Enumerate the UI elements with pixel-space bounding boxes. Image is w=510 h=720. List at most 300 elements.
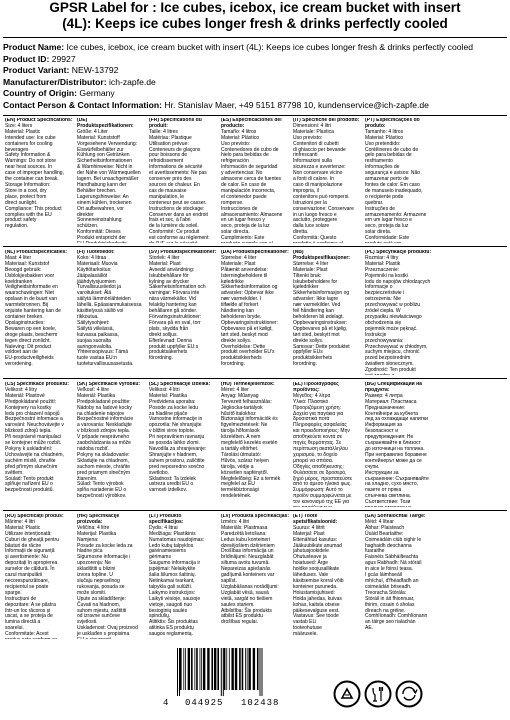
- language-cell-line: Suurus: 4 liitrit: [293, 524, 325, 531]
- language-cell-line: a tartály eltörhet.: [221, 445, 259, 452]
- language-cell-line: kuivassa paikassa,: [77, 331, 119, 338]
- language-cell-line: surselor de căldură. În: [5, 566, 55, 573]
- language-cell-line: hladne pića: [77, 548, 103, 555]
- language-cell-line: opslaan in de buurt van: [5, 296, 57, 303]
- barcode-bar: [229, 648, 230, 690]
- language-cell-line: Jégkocka-tartályok: [221, 404, 263, 411]
- language-cell-line: Uzglabāšanas norādījumi:: [221, 583, 279, 590]
- language-cell-line: di ghiaccio per bevande: [293, 146, 346, 153]
- language-cell-line: δροσιστικά ποτά: [293, 416, 330, 423]
- language-cell-line: Oppbevares på et kjølig,: [293, 325, 348, 332]
- recycling-triangle-icon: [333, 680, 361, 708]
- language-cell-heading: (ES) Especificaciones del producto:: [221, 118, 282, 129]
- language-cell-line: spindulių.: [149, 613, 171, 620]
- label-title-line-1: GPSR Label for : Ice cubes, icebox, ice cream bucket with insert: [49, 0, 461, 15]
- language-cell-line: слънчева светлина.: [365, 493, 411, 500]
- language-cell-line: gėrimams: [149, 554, 171, 561]
- language-cell-line: před přímým slunečním: [5, 463, 58, 470]
- language-cell-line: Instruções de: [365, 205, 396, 212]
- language-cell-line: Tárolási útmutató:: [221, 451, 262, 458]
- language-cell-heading: (SV) Produktspecifikationer:: [149, 250, 217, 255]
- language-cell-line: Informacje o: [365, 284, 393, 291]
- language-cell-line: et avertissements: Ne pas: [149, 170, 207, 177]
- language-cell-line: Lagerungshinweise: An: [77, 193, 129, 200]
- language-cell-line: sicurezza e avvertenze:: [293, 164, 346, 171]
- language-cell-line: product safety: [5, 217, 37, 224]
- language-cell-heading: (EN) Product Specifications:: [5, 118, 73, 123]
- language-cell-line: en un lugar fresco y: [221, 217, 265, 224]
- language-cell-line: može slomiti.: [77, 589, 107, 596]
- language-cell-line: Oppbevaringsinstrukser:: [293, 319, 348, 326]
- band-divider: [3, 378, 507, 379]
- language-cell-line: Materijal: Plastika: [77, 530, 117, 537]
- language-cell-line: Eiswürfelbehälter zur: [77, 146, 124, 153]
- language-cell-line: από το άμεσο ηλιακό φως.: [293, 481, 352, 488]
- language-cell-line: felaktig hantering kan: [149, 302, 197, 309]
- language-cell-line: Materiál: Plastika: [77, 392, 116, 399]
- language-cell-heading: (RO) Specificații produs:: [5, 514, 64, 519]
- language-cell-line: produkt uppfyller EU:s: [149, 343, 199, 350]
- language-cell-heading: (GA) Sonraíochtaí Táirge:: [365, 514, 426, 519]
- language-cell-line: coimeádán briseadh.: [365, 583, 412, 590]
- language-cell-line: zaobchádzania sa môže: [77, 440, 131, 447]
- language-cell-line: Material: Plastic: [5, 128, 41, 135]
- language-cell-line: Materiale: Plast: [221, 260, 256, 267]
- language-cell: [3, 250, 75, 375]
- language-cell-line: siltuma avotu tuvumā.: [221, 560, 270, 567]
- language-cell-line: upozorenja: Ne: [77, 560, 111, 567]
- language-cell-line: izvora topline. U: [77, 572, 113, 579]
- language-cell-line: Overholdelse: Dette: [221, 343, 266, 350]
- product-variant-label: Product Variant:: [3, 65, 70, 76]
- language-cell: [219, 514, 291, 639]
- manufacturer-label: Manufacturer/Distributor:: [3, 76, 107, 87]
- language-cell-line: Size: 4 liters: [5, 122, 33, 129]
- language-cell-line: seco, proteja da luz: [365, 223, 409, 230]
- language-cell-line: solar directa.: [221, 229, 250, 236]
- language-cell-line: håndtering kan: [221, 308, 255, 315]
- language-cell-line: Hoiustamisjuhised:: [293, 589, 335, 596]
- language-cell-line: beholderen bli ødelagt.: [293, 313, 344, 320]
- language-cell-line: containers for cooling: [5, 140, 53, 147]
- language-cell-line: Sigurnosne informacije i: [77, 554, 131, 561]
- language-cell-heading: (FI) Tuotetiedot:: [77, 250, 115, 255]
- language-cell-line: Uzglabāt vēsā, sausā: [221, 589, 269, 596]
- product-id-row: [3, 54, 508, 66]
- language-cell-line: fontes de calor. Em caso: [365, 181, 420, 188]
- language-cell-line: και προειδοποιήσεις: Μην: [293, 428, 350, 435]
- language-cell-line: közvetlen napfénytől.: [221, 469, 268, 476]
- language-cell: [147, 118, 219, 243]
- language-cell-heading: (NB) Produktspesifikasjoner:: [293, 250, 350, 261]
- language-cell-line: onjuiste hantering kan de: [5, 308, 61, 315]
- language-cell: [147, 382, 219, 507]
- language-cell: [363, 118, 435, 243]
- language-cell-line: съхранение: Съхранявайте: [365, 475, 429, 482]
- language-cell-line: Opslaginstructies:: [5, 319, 45, 326]
- language-cell-line: Laikyti vėsioje, sausoje: [149, 595, 201, 602]
- language-cell-line: kylning av drycker: [149, 278, 190, 285]
- language-cell-line: Ledo kubų talpyklos: [149, 542, 194, 549]
- language-cell-line: suchym miejscu, chronić: [365, 349, 420, 356]
- language-cell-line: Størrelse: 4 liter: [221, 254, 257, 261]
- language-cell: [147, 514, 219, 639]
- language-cell-line: est conforme au règlement: [149, 235, 209, 242]
- language-cell-line: lähellä. Epäasianmukaisessa: [77, 302, 142, 309]
- language-cell-line: χειρισμού, το δοχείο: [293, 451, 338, 458]
- language-cell-line: Veiligheidsinformatie en: [5, 284, 58, 291]
- language-cell-line: przechowywać w pobliżu: [365, 302, 421, 309]
- language-cell-line: Przechowywać w chłodnym,: [365, 343, 428, 350]
- language-cell-line: Bewaren op een koele,: [5, 325, 57, 332]
- language-cell-line: Saugumo informacija ir: [149, 560, 201, 567]
- language-cell-line: cas de mauvaise: [149, 187, 187, 194]
- barcode-bar: [253, 648, 255, 690]
- language-cell-line: talpykla gali sulūžti.: [149, 583, 193, 590]
- language-cell-line: ledu pro chlazení nápojů: [5, 410, 60, 417]
- language-cell-line: Numatomas naudojimas:: [149, 536, 205, 543]
- language-cell-line: EU-productveiligheids: [5, 355, 54, 362]
- language-cell-heading: (DE) Produktspezifikationen:: [77, 118, 134, 129]
- language-cell-line: Οδηγίες αποθήκευσης:: [293, 463, 344, 470]
- language-cell-line: Størrelse: 4 liter: [293, 260, 329, 267]
- language-cell-line: Materiál: Plastové: [5, 392, 45, 399]
- language-cell-line: Medžiaga: Plastikinis: [149, 530, 196, 537]
- language-cell-line: feil håndtering kan: [293, 308, 334, 315]
- language-cell-line: Säkerhetsinformation och: [149, 284, 206, 291]
- language-cell-line: Drošības informācija un: [221, 548, 274, 555]
- language-cell-line: Materiāls: Plastmasa: [221, 524, 268, 531]
- language-cell-line: kjøledrikker: [293, 284, 319, 291]
- language-cell-line: Materiale: Plastica: [293, 128, 334, 135]
- language-cell-line: Utilisation prévue:: [149, 140, 189, 147]
- language-cell-line: Ettenähtud kasutus:: [293, 536, 338, 543]
- language-cell-line: beverages: [5, 146, 29, 153]
- language-cell-line: päikesevalguse eest.: [293, 607, 340, 614]
- language-cell-line: nær varmekilder. I: [221, 296, 262, 303]
- language-cell-line: Predvidena uporaba:: [149, 398, 196, 405]
- language-cell-line: Tamanho: 4 litros: [365, 128, 404, 135]
- barcode-bar: [231, 648, 233, 690]
- language-cell-line: Maat: 4 liter: [5, 254, 32, 261]
- language-cell-line: asciutto, proteggere: [293, 217, 338, 224]
- language-cell-line: Ledus kubu konteineri: [221, 536, 270, 543]
- language-cell-line: za hladilne pijače: [149, 410, 188, 417]
- language-cell-line: Hűvös, száraz helyen: [221, 457, 269, 464]
- barcode-bar: [226, 648, 227, 690]
- language-cell-line: światłem słonecznym.: [365, 361, 414, 368]
- language-cell-line: einem kühlen, trockenen: [77, 199, 132, 206]
- barcode-bar: [183, 648, 184, 690]
- language-cell-line: Atitiktis: Šis produktas: [149, 619, 198, 626]
- manufacturer-row: [3, 77, 508, 89]
- language-cell-line: Conformitate: Acest: [5, 631, 49, 638]
- language-cell-heading: (LT) Produkto specifikacijos:: [149, 514, 184, 525]
- barcode: [163, 648, 303, 714]
- language-cell-line: Yhteensopivuus: Tämä: [77, 349, 129, 356]
- language-cell-line: pour boissons de: [149, 152, 188, 159]
- language-cell-line: tilfælde af forkert: [221, 302, 259, 309]
- language-cell: [291, 250, 363, 375]
- language-cell-line: tuoteturvallisuusasetusta.: [77, 361, 134, 368]
- language-cell-line: tooteohutuse: [293, 625, 322, 632]
- language-cell-line: Behälter brechen.: [77, 187, 117, 194]
- language-cell-line: behållaren gå sönder.: [149, 308, 198, 315]
- language-band: [3, 514, 507, 639]
- language-cell-line: place, protect from: [5, 193, 47, 200]
- language-cell-line: AE.: [365, 625, 374, 632]
- language-cell-line: Dimensioni: 4 litri: [293, 122, 332, 129]
- barcode-bar: [201, 648, 202, 690]
- language-cell-line: τον κανονισμό της ΕΕ για: [293, 499, 350, 506]
- language-cell-line: romperse.: [221, 199, 244, 206]
- language-cell-line: [293, 506, 361, 507]
- language-cell-line: Materiale: Plast: [293, 266, 328, 273]
- barcode-bar: [185, 648, 186, 690]
- language-cell-line: na chladenie nápojov: [77, 410, 125, 417]
- language-cell-line: Treoracha Stórála:: [365, 589, 407, 596]
- language-cell-line: hielo para bebidas de: [221, 152, 269, 159]
- language-cell-line: įspėjimai: Nelaikykite: [149, 566, 196, 573]
- language-cell-line: Istruzioni per la: [293, 199, 327, 206]
- language-cell-line: køledrikke: [221, 278, 244, 285]
- language-cell-line: produktsäkerhets: [149, 349, 188, 356]
- language-cell-line: forordning.: [293, 361, 317, 368]
- language-cell-line: Ohutusteave ja: [293, 554, 327, 561]
- barcode-bar: [248, 648, 250, 690]
- language-cell-line: Φυλάσσετε σε δροσερό,: [293, 469, 347, 476]
- language-cell-line: a fonti di calore. In: [293, 176, 334, 183]
- language-cell-line: direkt solljus.: [149, 331, 178, 338]
- language-cell-line: Intended use: Ice cube: [5, 134, 56, 141]
- language-cell-line: Bezpečnostné informácie: [77, 416, 134, 423]
- header-divider: [3, 37, 507, 38]
- language-cell-line: Contenedores de cubo de: [221, 146, 279, 153]
- language-cell-line: Πληροφορίες ασφαλείας: [293, 422, 347, 429]
- language-cell-line: Méret: 4 liter: [221, 386, 249, 393]
- language-cell-heading: (ET) Toote spetsifikatsioonid:: [293, 514, 338, 525]
- language-cell-line: Stóráil in áit fhionnuar,: [365, 595, 415, 602]
- language-cell-line: Vastavus: See toode: [293, 613, 339, 620]
- language-cell: [435, 382, 507, 507]
- language-cell-line: dalla luce solare: [293, 223, 330, 230]
- language-cell-line: Namjena:: [77, 536, 99, 543]
- barcode-bar: [211, 648, 213, 690]
- barcode-bar: [191, 648, 193, 690]
- language-cell-line: refroidissement: [149, 158, 184, 165]
- language-cell-line: tuote vastaa EU:n: [77, 355, 117, 362]
- barcode-bar: [200, 648, 201, 690]
- language-cell: [75, 250, 147, 375]
- language-cell-line: hűsítő italokhoz: [221, 410, 256, 417]
- language-cell-line: haghaidh deochanna: [365, 542, 412, 549]
- language-cell-line: verordening.: [5, 361, 33, 368]
- language-cell-line: [365, 374, 433, 375]
- language-cell-line: Kontejnery na kostky: [5, 404, 52, 411]
- language-cell-line: Cumplimiento: Este: [221, 235, 265, 242]
- language-cell-line: em um lugar fresco e: [365, 217, 412, 224]
- language-cell-line: Sikkerhedsinformation og: [221, 284, 278, 291]
- language-cell-line: Coimeádáin ciúb oighir le: [365, 536, 422, 543]
- language-cell-line: лед за охлаждащи напитки: [365, 416, 428, 423]
- language-cell-line: der Nähe von Wärmequellen: [77, 170, 141, 177]
- language-cell-line: Материал: Пластмаса: [365, 398, 417, 405]
- language-cell-line: Navodila za shranjevanje:: [149, 445, 207, 452]
- language-cell-line: bezpečnosti výrobkov.: [77, 493, 127, 500]
- language-cell-line: seco, proteja de la luz: [221, 223, 270, 230]
- language-cell-line: sources de chaleur. En: [149, 181, 200, 188]
- language-cell-heading: (LV) Produkta specifikācijas:: [221, 514, 289, 519]
- language-cell-line: Información de seguridad: [221, 164, 278, 171]
- language-cell-line: oppfyller EUs: [293, 349, 323, 356]
- barcode-mid-digits: 044925: [185, 698, 224, 708]
- language-cell-line: I gcás láimhseáil: [365, 572, 402, 579]
- language-cell-line: Velikost: 4 litri: [149, 386, 180, 393]
- language-cell-line: μπορεί να σπάσει.: [293, 457, 334, 464]
- language-cell: [219, 118, 291, 243]
- language-cell-heading: (PT) Especificações do produto:: [365, 118, 420, 129]
- language-cell-line: przed bezpośrednim: [365, 355, 411, 362]
- language-cell-line: thirim, cosain ó sholas: [365, 601, 415, 608]
- language-cell-line: Naleving: Dit product: [5, 343, 52, 350]
- language-cell: [435, 514, 507, 639]
- language-cell-line: Iskubbehållare för: [149, 272, 189, 279]
- contact-row: [3, 100, 508, 112]
- language-cell-line: lagern. Bei unsachgemäßer: [77, 176, 139, 183]
- language-cell-line: obchodzenia się: [365, 319, 402, 326]
- language-cell-line: Sonneneinstrahlung: [77, 217, 122, 224]
- language-cell-line: recipientul se poate: [5, 583, 49, 590]
- language-band: [3, 382, 507, 507]
- barcode-bar: [235, 648, 237, 690]
- language-cell-line: produktsikkerhets: [293, 355, 333, 362]
- language-cell-line: Skladnost: Ta izdelek: [149, 475, 196, 482]
- language-cell-line: Predpokladané použitie:: [77, 398, 131, 405]
- language-cell: [291, 514, 363, 639]
- language-cell: [147, 250, 219, 375]
- language-cell-line: V prípade nesprávneho: [77, 434, 129, 441]
- language-cell: [363, 514, 435, 639]
- barcode-bar: [177, 648, 178, 696]
- language-cell-line: Material: Plast: [149, 260, 181, 267]
- language-cell-line: Megfelelőség: Ez a termék: [221, 475, 281, 482]
- language-cell-line: bezpieczeństwie i: [365, 290, 405, 297]
- language-cell-line: case of improper handling,: [5, 170, 64, 177]
- language-cell-line: slučaju nepravilnog: [77, 577, 120, 584]
- language-cell-line: saugos reglamentą.: [149, 631, 193, 638]
- language-cell-line: Conformidade: Este: [365, 235, 410, 242]
- barcode-bar: [260, 648, 261, 696]
- language-cell-line: Vorgesehene Verwendung:: [77, 140, 138, 147]
- language-cell-line: quebrar.: [365, 199, 384, 206]
- language-cell-line: direkter: [77, 211, 94, 218]
- language-cell-line: Uso previsto:: [293, 134, 323, 141]
- language-cell-line: Contêineres de cubo de: [365, 146, 419, 153]
- language-cell-line: Mărime: 4 litri: [5, 518, 36, 525]
- language-cell-line: jahutusjookidele: [293, 548, 329, 555]
- language-cell-line: Laikymo instrukcijos:: [149, 589, 196, 596]
- language-cell-line: Conformité: Ce produit: [149, 229, 200, 236]
- language-cell-line: gadījumā konteiners var: [221, 572, 275, 579]
- language-cell-line: Informații de siguranță: [5, 548, 55, 555]
- language-cell-line: Isterningbeholdere til: [221, 272, 268, 279]
- label-header: [0, 0, 510, 32]
- language-cell-line: περίπτωση ακατάλληλου: [293, 445, 348, 452]
- info-divider: [3, 115, 507, 116]
- language-cell-line: solar direta.: [365, 229, 392, 236]
- barcode-bar: [245, 648, 246, 690]
- language-cell: [291, 382, 363, 507]
- language-cell-line: šalia šilumos šaltinių.: [149, 572, 196, 579]
- language-cell-line: przypadku niewłaściwego: [365, 313, 422, 320]
- language-cell-line: plats, skydda från: [149, 325, 189, 332]
- language-cell-line: Varnostne informacije in: [149, 416, 203, 423]
- language-cell-line: Ort aufbewahren, vor: [77, 205, 124, 212]
- language-cell-line: Usklađenost: Ovaj proizvod: [77, 625, 138, 632]
- language-cell-line: на хладно, сухо място,: [365, 481, 419, 488]
- language-cell-line: Hoida jahedas, kuivas: [293, 595, 342, 602]
- language-cell-line: Kühlung von Getränken: [77, 152, 130, 159]
- contact-label: Contact Person & Contact Information:: [3, 99, 162, 110]
- language-cell-line: предупреждения: Не: [365, 434, 414, 441]
- language-cell-line: jäähdytysjuomien: [77, 278, 116, 285]
- language-cell-line: direkte sollys.: [293, 337, 324, 344]
- language-cell-line: sparge.: [5, 589, 22, 596]
- language-cell-line: Material: Plástico: [365, 134, 404, 141]
- language-cell-line: splňuje nařízení EU o: [5, 481, 53, 488]
- language-cell-line: Dydis: 4 litrai: [149, 524, 178, 531]
- language-cell-line: Materiał: Plastik: [365, 260, 401, 267]
- barcode-bar: [247, 648, 248, 690]
- language-cell-line: direkte sollys.: [221, 337, 252, 344]
- language-cell-line: Paredzētā lietošana:: [221, 530, 267, 537]
- language-cell-line: Zgodność: Ten produkt: [365, 367, 416, 374]
- language-cell-line: Säilytysohjeet:: [77, 319, 110, 326]
- language-cell-line: безопасност и: [365, 428, 398, 435]
- language-cell-line: [149, 242, 217, 243]
- language-cell-line: förordning.: [149, 355, 173, 362]
- language-cell-line: Produkt entspricht der: [77, 235, 126, 242]
- language-cell-line: Koko: 4 litraa: [77, 254, 107, 261]
- barcode-bar: [194, 648, 195, 690]
- language-cell-line: Uso previsto:: [221, 140, 251, 147]
- language-cell-line: Materjal: Plast: [293, 530, 325, 537]
- product-info: [3, 42, 508, 112]
- language-cell-line: Předpokládané použití:: [5, 398, 57, 405]
- language-cell-line: nära värmekällor. Vid: [149, 296, 196, 303]
- language-cell-line: figyelmeztetések: Ne: [221, 422, 268, 429]
- language-cell: [435, 118, 507, 243]
- language-cell-line: într-un loc răcoros și: [5, 607, 51, 614]
- language-cell-line: Przeznaczenie:: [365, 266, 400, 273]
- language-cell-line: cazul manipulării: [5, 572, 43, 579]
- band-divider: [3, 510, 507, 511]
- language-cell-line: Контейнери за кубчета: [365, 410, 418, 417]
- language-cell-line: tørt sted, beskytt mot: [293, 331, 340, 338]
- language-cell-line: [293, 242, 361, 243]
- language-cell-line: Informations de sécurité: [149, 164, 203, 171]
- language-cell-heading: (NL) Productspecificaties:: [5, 250, 67, 255]
- language-cell-line: nádoba rozbiť.: [77, 445, 110, 452]
- language-cell-line: světlem.: [5, 469, 24, 476]
- language-cell-line: konteiner puruneda.: [293, 583, 338, 590]
- product-id-label: Product ID:: [3, 53, 50, 64]
- language-cell-line: Material: Plastic: [5, 524, 41, 531]
- language-cell-line: el contenedor puede: [221, 193, 267, 200]
- language-cell-heading: (DA) Produktspecifikationer:: [221, 250, 289, 255]
- language-cell-line: vietoje, saugoti nuo: [149, 601, 193, 608]
- language-cell-line: ostrzeżenia: Nie: [365, 296, 401, 303]
